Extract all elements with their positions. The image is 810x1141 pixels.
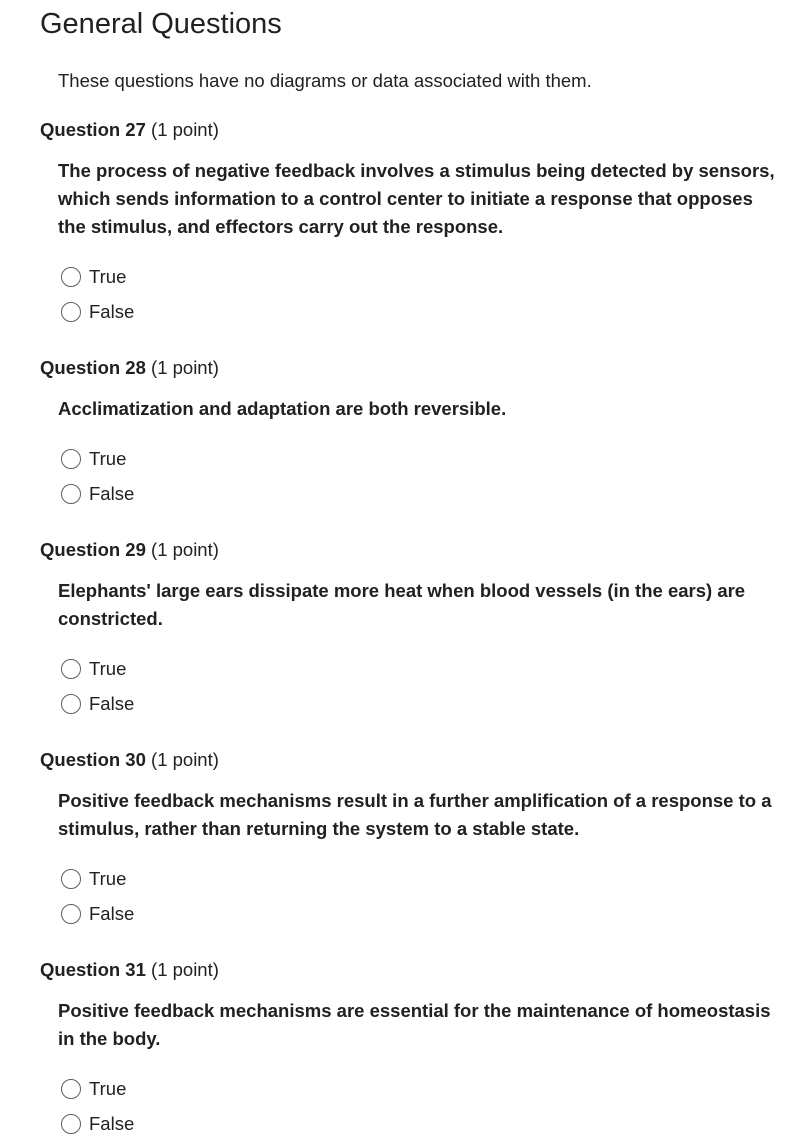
radio-button[interactable] — [61, 302, 81, 322]
question-text: Elephants' large ears dissipate more heat when blood vessels (in the ears) are constricted. — [58, 580, 746, 629]
answer-options — [61, 651, 780, 721]
question-number: Question 31 — [40, 959, 146, 980]
option-false[interactable] — [61, 476, 780, 511]
question-heading — [40, 355, 780, 381]
question-points: (1 point) — [151, 539, 219, 560]
answer-options — [61, 441, 780, 511]
answer-options — [61, 1071, 780, 1141]
option-label: True — [89, 447, 127, 469]
radio-button[interactable] — [61, 694, 81, 714]
answer-options — [61, 861, 780, 931]
question-30 — [40, 747, 780, 931]
option-true[interactable] — [61, 259, 780, 294]
question-number: Question 29 — [40, 539, 146, 560]
option-false[interactable] — [61, 294, 780, 329]
section-intro: These questions have no diagrams or data associated with them. — [58, 70, 592, 91]
radio-button[interactable] — [61, 659, 81, 679]
page-title: General Questions — [40, 8, 282, 40]
option-true[interactable] — [61, 441, 780, 476]
radio-button[interactable] — [61, 1079, 81, 1099]
option-label: False — [89, 692, 135, 714]
radio-button[interactable] — [61, 1114, 81, 1134]
radio-button[interactable] — [61, 267, 81, 287]
option-label: True — [89, 657, 127, 679]
option-label: True — [89, 1077, 127, 1099]
question-points: (1 point) — [151, 357, 219, 378]
option-label: False — [89, 300, 135, 322]
radio-button[interactable] — [61, 484, 81, 504]
question-points: (1 point) — [151, 749, 219, 770]
radio-button[interactable] — [61, 869, 81, 889]
radio-button[interactable] — [61, 449, 81, 469]
question-31 — [40, 957, 780, 1141]
question-text: Positive feedback mechanisms are essential for the maintenance of homeostasis in the body. — [58, 1000, 771, 1049]
question-number: Question 30 — [40, 749, 146, 770]
question-heading — [40, 957, 780, 983]
question-text: The process of negative feedback involves a stimulus being detected by sensors, which sends information to a control center to initiate a response that opposes the stimulus, and effectors carry out the response. — [58, 160, 775, 237]
option-label: True — [89, 265, 127, 287]
option-label: False — [89, 482, 135, 504]
question-points: (1 point) — [151, 959, 219, 980]
question-28 — [40, 355, 780, 511]
option-label: False — [89, 1112, 135, 1134]
question-heading — [40, 747, 780, 773]
option-label: True — [89, 867, 127, 889]
option-false[interactable] — [61, 896, 780, 931]
answer-options — [61, 259, 780, 329]
question-heading — [40, 537, 780, 563]
question-27 — [40, 117, 780, 329]
radio-button[interactable] — [61, 904, 81, 924]
question-points: (1 point) — [151, 119, 219, 140]
option-label: False — [89, 902, 135, 924]
option-false[interactable] — [61, 1106, 780, 1141]
question-text: Positive feedback mechanisms result in a further amplification of a response to a stimulus, rather than returning the system to a stable state. — [58, 790, 772, 839]
option-true[interactable] — [61, 1071, 780, 1106]
question-29 — [40, 537, 780, 721]
question-text: Acclimatization and adaptation are both reversible. — [58, 398, 507, 419]
question-number: Question 28 — [40, 357, 146, 378]
option-false[interactable] — [61, 686, 780, 721]
question-heading — [40, 117, 780, 143]
option-true[interactable] — [61, 861, 780, 896]
option-true[interactable] — [61, 651, 780, 686]
question-number: Question 27 — [40, 119, 146, 140]
